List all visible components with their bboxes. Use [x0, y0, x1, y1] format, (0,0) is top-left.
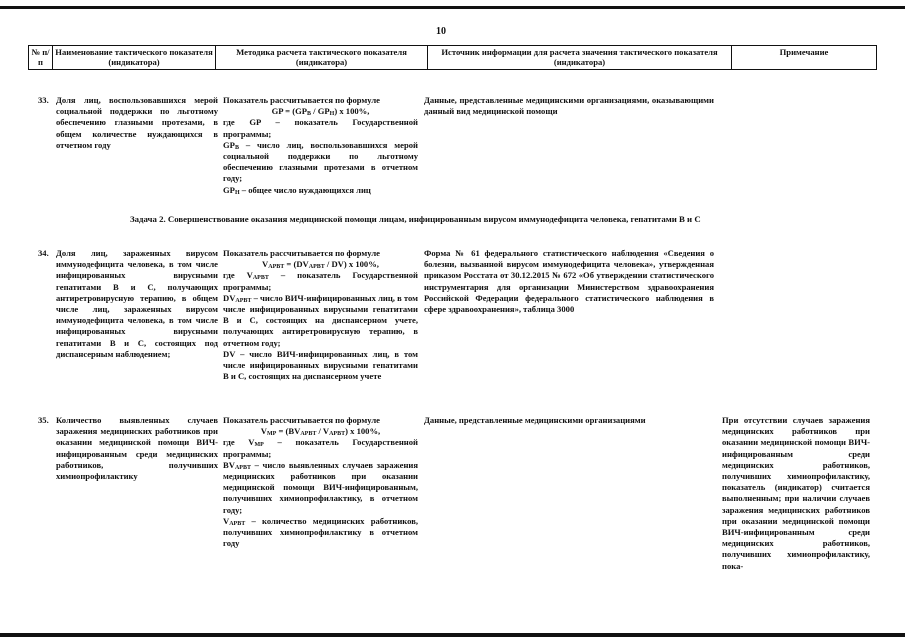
indicator-name: Доля лиц, воспользовавшихся мерой социальной поддержки по льготному обеспечению глазными протезами, в общем количестве нуждающихся в отчетном году [56, 95, 218, 150]
header-col-number: № п/п [29, 46, 53, 70]
formula-definition-2: $GP_H$ – общее число нуждающихся лиц [223, 184, 371, 196]
formula: GP = $(GP_B / GP_H)$ x 100%, [271, 106, 370, 118]
method-intro: Показатель рассчитывается по формуле [223, 95, 380, 105]
method-intro: Показатель рассчитывается по формуле [223, 415, 380, 425]
method-intro: Показатель рассчитывается по формуле [223, 248, 380, 258]
top-border-line [0, 6, 905, 9]
formula-where: где $V_{APBT}$ – показатель Государственной программы; [223, 270, 418, 292]
indicator-name: Количество выявленных случаев заражения медицинских работников при оказании медицинской помощи ВИЧ-инфицированным среди медицинских работников, получивших химиопрофилактику [56, 415, 218, 482]
formula: $V_{MP} = (BV_{APBT} / V_{APBT})$ x 100%, [260, 426, 381, 438]
task-2-heading: Задача 2. Совершенствование оказания медицинской помощи лицам, инфицированным вирусом иммунодефицита человека, гепатитами B и C [130, 214, 701, 224]
formula-where: где $V_{MP}$ – показатель Государственной программы; [223, 437, 418, 459]
calculation-method [223, 248, 418, 382]
formula-definition-1: $DV_{APBT}$ – число ВИЧ-инфицированных лиц, в том числе инфицированных вирусными гепатитами B и C, состоящих на диспансерном учете, получающих антиретровирусную терапию, в отчетном году; [223, 292, 418, 348]
formula-definition-2: $V_{APBT}$ – количество медицинских работников, получивших химиопрофилактику в отчетном году [223, 515, 418, 549]
calculation-method [223, 95, 418, 196]
note: При отсутствии случаев заражения медицинских работников при оказании медицинской помощи ВИЧ-инфицированным среди медицинских работников, получивших химиопрофилактику, показатель (индикатор) считается выполненным; при наличии случаев заражения медицинских работников при оказании медицинской помощи ВИЧ-инфицированным среди медицинских работников, получивших химиопрофилактику, пока- [722, 415, 870, 571]
calculation-method [223, 415, 418, 549]
row-number: 33. [38, 95, 49, 105]
header-col-note: Примечание [732, 46, 877, 70]
formula-definition-2: DV – число ВИЧ-инфицированных лиц, в том числе инфицированных вирусными гепатитами B и C, состоящих на диспансерном учете [223, 348, 418, 382]
formula: $V_{APBT} = (DV_{APBT} / DV)$ x 100%, [262, 259, 379, 271]
bottom-border-line [0, 633, 905, 637]
header-col-source: Источник информации для расчета значения тактического показателя (индикатора) [428, 46, 732, 70]
formula-where: где GP – показатель Государственной программы; [223, 117, 418, 139]
header-col-method: Методика расчета тактического показателя (индикатора) [216, 46, 428, 70]
row-number: 35. [38, 415, 49, 425]
page-number: 10 [436, 26, 446, 37]
header-col-name: Наименование тактического показателя (индикатора) [53, 46, 216, 70]
row-number: 34. [38, 248, 49, 258]
formula-definition-1: $BV_{APBT}$ – число выявленных случаев заражения медицинских работников при оказании медицинской помощи ВИЧ-инфицированным, получивших химиопрофилактику, в отчетном году; [223, 459, 418, 515]
formula-definition-1: $GP_B$ – число лиц, воспользовавшихся мерой социальной поддержки по льготному обеспечению глазными протезами в отчетном году; [223, 139, 418, 184]
information-source: Данные, представленные медицинскими организациями, оказывающими данный вид медицинской помощи [424, 95, 714, 117]
information-source: Данные, представленные медицинскими организациями [424, 415, 646, 425]
table-header [28, 45, 877, 70]
information-source: Форма № 61 федерального статистического наблюдения «Сведения о болезни, вызванной вирусом иммунодефицита человека», утвержденная приказом Росстата от 30.12.2015 № 672 «Об утверждении статистического инструментария для организации Министерством здравоохранения Российской Федерации федерального статистического наблюдения в сфере здравоохранения», таблица 3000 [424, 248, 714, 315]
indicator-name: Доля лиц, зараженных вирусом иммунодефицита человека, в том числе инфицированных вирусными гепатитами B и C, получающих антиретровирусную терапию, в общем числе лиц, зараженных вирусом иммунодефицита человека, в том числе инфицированных вирусными гепатитами B и C, состоящих под диспансерным наблюдением; [56, 248, 218, 359]
